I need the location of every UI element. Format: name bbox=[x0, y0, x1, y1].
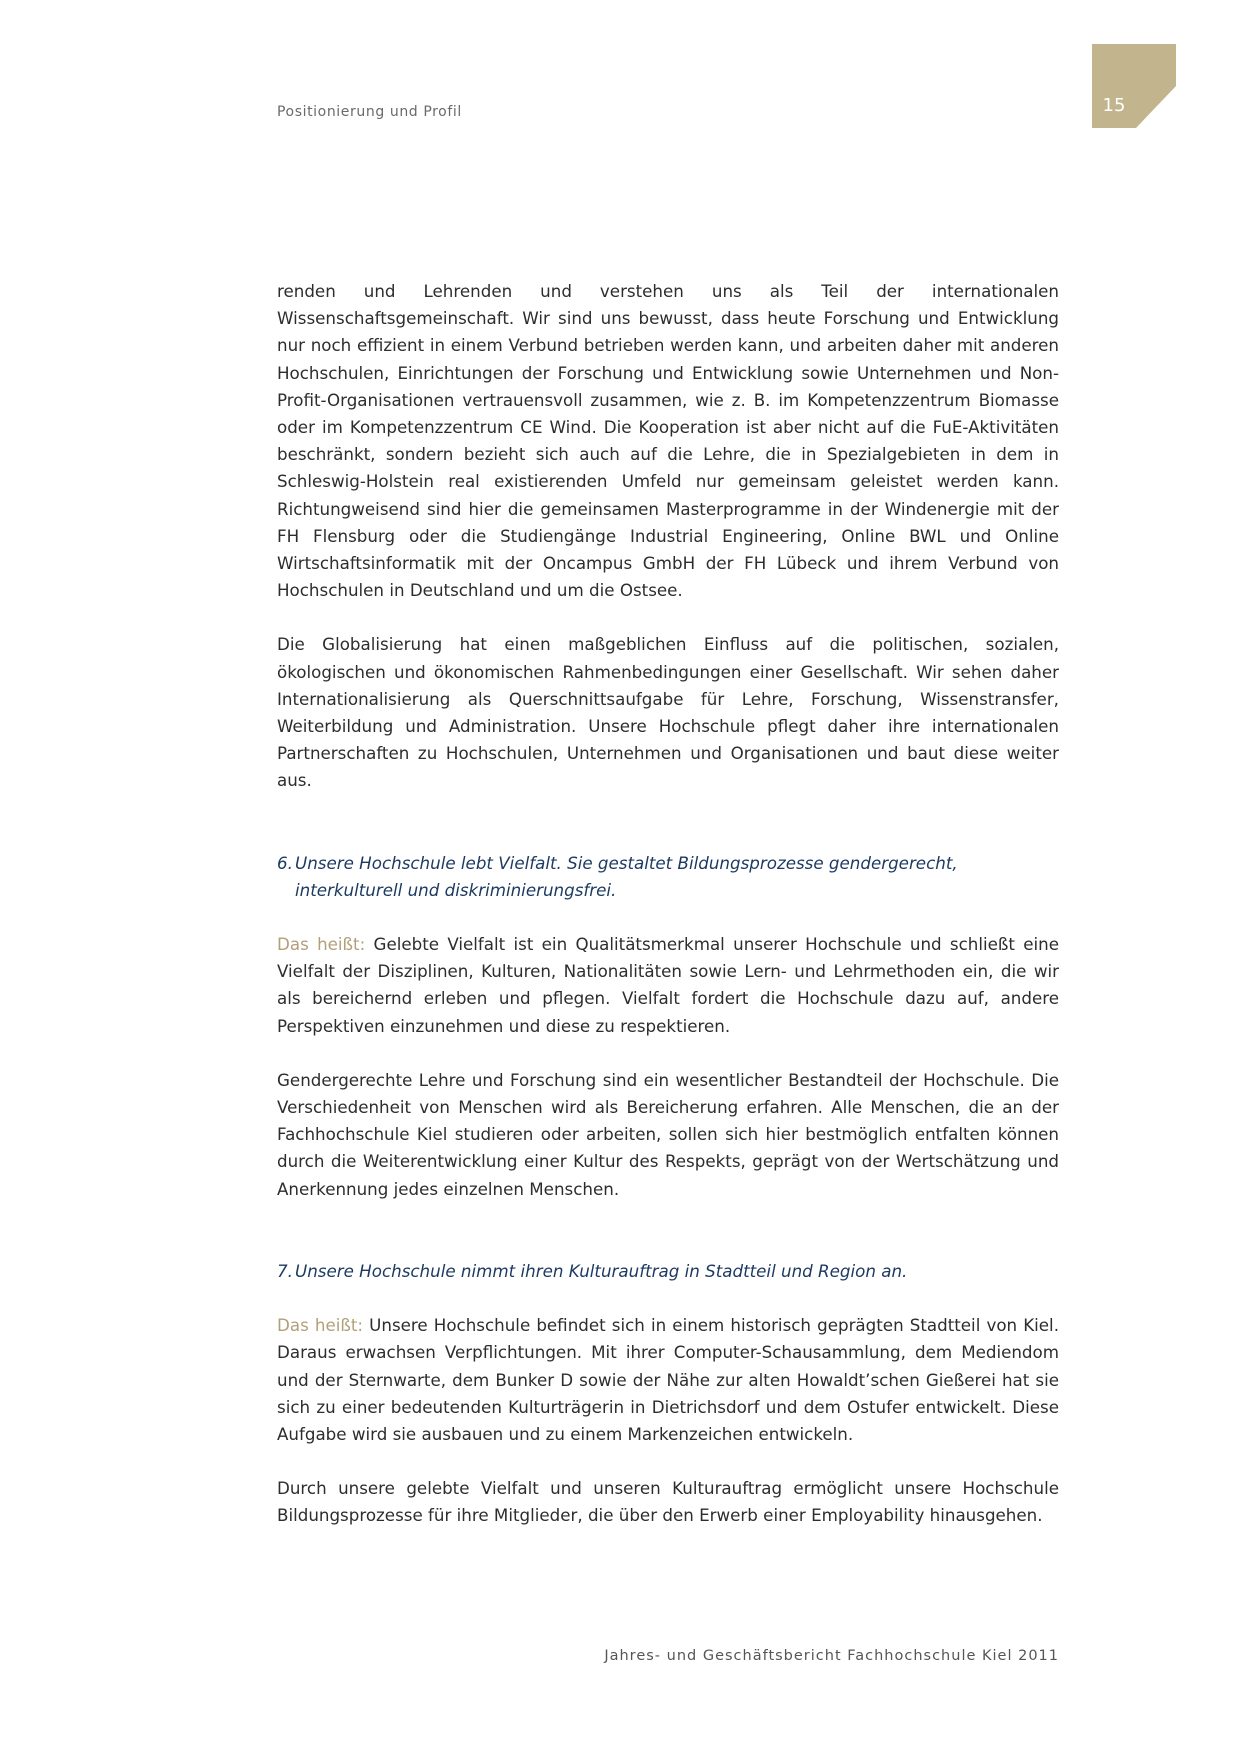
section-number: 6. bbox=[277, 852, 293, 873]
paragraph: renden und Lehrenden und verstehen uns als Teil der internationalen Wissenschaftsgemeinschaft. Wir sind uns bewusst, dass heute Forschung und Entwicklung nur noch effizient in einem Verbund betrieben werden kann, und arbeiten daher mit anderen Hochschulen, Einrichtungen der Forschung und Entwicklung sowie Unternehmen und Non-Profit-Organisationen vertrauensvoll zusammen, wie z. B. im Kompetenzzentrum Biomasse oder im Kompetenzzentrum CE Wind. Die Kooperation ist aber nicht auf die FuE-Aktivitäten beschränkt, sondern bezieht sich auch auf die Lehre, die in Spezialgebieten in dem in Schleswig-Holstein real existierenden Umfeld nur gemeinsam geleistet werden kann. Richtungweisend sind hier die gemeinsamen Masterprogramme in der Windenergie mit der FH Flensburg oder die Studiengänge Industrial Engineering, Online BWL und Online Wirtschaftsinformatik mit der Oncampus GmbH der FH Lübeck und ihrem Verbund von Hochschulen in Deutschland und um die Ostsee. bbox=[277, 281, 1059, 601]
footer-text: Jahres- und Geschäftsbericht Fachhochschule Kiel 2011 bbox=[604, 1648, 1059, 1664]
section-6-lead bbox=[277, 931, 1059, 1040]
lead-text: Unsere Hochschule befindet sich in einem historisch geprägten Stadtteil von Kiel. Daraus erwachsen Verpflichtungen. Mit ihrer Computer-Schausammlung, dem Mediendom und der Sternwarte, dem Bunker D sowie der Nähe zur alten Howaldt’schen Gießerei hat sie sich zu einer bedeutenden Kulturträgerin in Dietrichsdorf und dem Ostufer entwickelt. Diese Aufgabe wird sie ausbauen und zu einem Markenzeichen entwickeln. bbox=[277, 1315, 1060, 1444]
section-number: 7. bbox=[277, 1260, 293, 1281]
section-6-heading bbox=[277, 850, 1059, 904]
paragraph: Durch unsere gelebte Vielfalt und unseren Kulturauftrag ermöglicht unsere Hochschule Bildungsprozesse für ihre Mitglieder, die über den Erwerb einer Employability hinausgehen. bbox=[277, 1478, 1059, 1526]
lead-label: Das heißt: bbox=[277, 1315, 364, 1336]
paragraph: Die Globalisierung hat einen maßgeblichen Einfluss auf die politischen, sozialen, ökologischen und ökonomischen Rahmenbedingungen einer Gesellschaft. Wir sehen daher Internationalisierung als Querschnittsaufgabe für Lehre, Forschung, Wissenstransfer, Weiterbildung und Administration. Unsere Hochschule pflegt daher ihre internationalen Partnerschaften zu Hochschulen, Unternehmen und Organisationen und baut diese weiter aus. bbox=[277, 634, 1059, 791]
page-number: 15 bbox=[1102, 95, 1126, 116]
body-text bbox=[277, 278, 1059, 1530]
section-heading-text: Unsere Hochschule lebt Vielfalt. Sie gestaltet Bildungsprozesse gendergerecht, interkulturell und diskriminierungsfrei. bbox=[295, 852, 958, 900]
lead-label: Das heißt: bbox=[277, 934, 366, 955]
section-heading-text: Unsere Hochschule nimmt ihren Kulturauftrag in Stadtteil und Region an. bbox=[295, 1260, 908, 1281]
running-header: Positionierung und Profil bbox=[277, 104, 462, 120]
lead-text: Gelebte Vielfalt ist ein Qualitätsmerkmal unserer Hochschule und schließt eine Vielfalt der Disziplinen, Kulturen, Nationalitäten sowie Lern- und Lehrmethoden ein, die wir als bereichernd erleben und pflegen. Vielfalt fordert die Hochschule dazu auf, andere Perspektiven einzunehmen und diese zu respektieren. bbox=[277, 934, 1059, 1036]
section-7-heading bbox=[277, 1258, 1059, 1285]
paragraph: Gendergerechte Lehre und Forschung sind ein wesentlicher Bestandteil der Hochschule. Die Verschiedenheit von Menschen wird als Bereicherung erfahren. Alle Menschen, die an der Fachhochschule Kiel studieren oder arbeiten, sollen sich hier bestmöglich entfalten können durch die Weiterentwicklung einer Kultur des Respekts, geprägt von der Wertschätzung und Anerkennung jedes einzelnen Menschen. bbox=[277, 1069, 1059, 1199]
section-7-lead bbox=[277, 1312, 1059, 1448]
